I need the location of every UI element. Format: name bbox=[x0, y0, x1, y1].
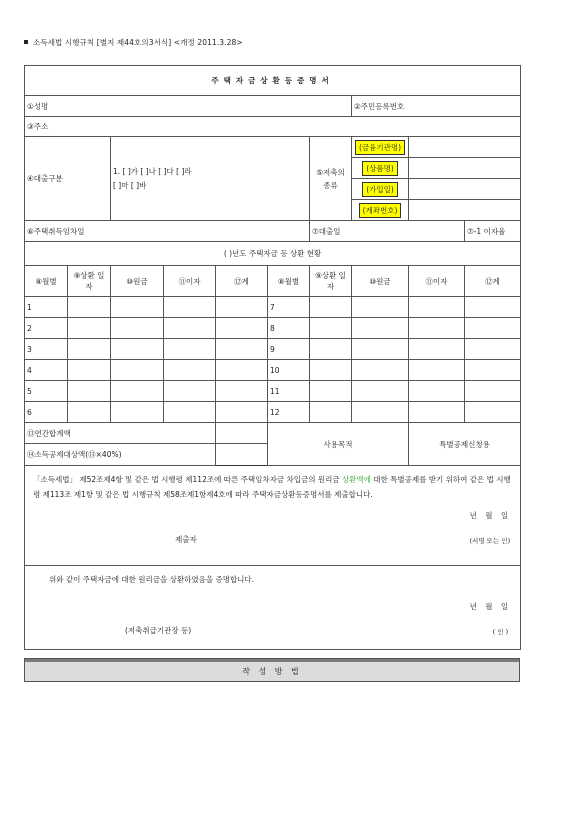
purpose-label: 사용목적 bbox=[268, 423, 409, 466]
account-number-cell bbox=[352, 200, 409, 221]
interest-input[interactable] bbox=[164, 360, 216, 381]
resident-number-label: ②주민등록번호 bbox=[354, 101, 405, 111]
submitter-label: 제출자 bbox=[175, 535, 197, 544]
acquisition-date-label: ⑥주택취득임차일 bbox=[27, 226, 85, 236]
interest-rate-field[interactable] bbox=[465, 221, 521, 242]
issuer-label: (저축취급기관장 등) bbox=[125, 626, 192, 635]
total-input[interactable] bbox=[465, 360, 521, 381]
month-cell: 5 bbox=[25, 381, 68, 402]
product-name-label: (상품명) bbox=[362, 161, 398, 176]
declaration-text bbox=[25, 466, 520, 502]
total-input[interactable] bbox=[216, 339, 268, 360]
total-input[interactable] bbox=[465, 339, 521, 360]
product-name-input[interactable] bbox=[409, 158, 521, 179]
product-name-cell bbox=[352, 158, 409, 179]
address-label: ③주소 bbox=[27, 122, 49, 131]
principal-input[interactable] bbox=[111, 360, 164, 381]
month-cell: 4 bbox=[25, 360, 68, 381]
repayment-heading: ( )년도 주택자금 등 상환 현황 bbox=[25, 242, 521, 266]
header-note-text: 소득세법 시행규칙 [별지 제44호의3서식] <개정 2011.3.28> bbox=[33, 38, 243, 47]
interest-input[interactable] bbox=[409, 360, 465, 381]
total-input[interactable] bbox=[216, 360, 268, 381]
principal-input[interactable] bbox=[352, 297, 409, 318]
institution-name-cell bbox=[352, 137, 409, 158]
form-title: 주택자금상환등증명서 bbox=[25, 66, 521, 96]
signature-placeholder[interactable]: (서명 또는 인) bbox=[469, 537, 511, 545]
address-field[interactable] bbox=[25, 117, 521, 137]
date-input[interactable] bbox=[68, 360, 111, 381]
date-input[interactable] bbox=[310, 318, 352, 339]
table-row bbox=[25, 318, 521, 339]
date-input[interactable] bbox=[310, 381, 352, 402]
total-input[interactable] bbox=[465, 381, 521, 402]
institution-name-input[interactable] bbox=[409, 137, 521, 158]
loan-date-label: ⑦대출일 bbox=[312, 226, 341, 236]
total-input[interactable] bbox=[465, 318, 521, 339]
name-field[interactable] bbox=[25, 96, 352, 117]
annual-total-label: ⑬연간합계액 bbox=[25, 423, 216, 444]
col-total-right: ⑫계 bbox=[465, 266, 521, 297]
total-input[interactable] bbox=[216, 381, 268, 402]
principal-input[interactable] bbox=[111, 318, 164, 339]
declaration-date: 년 월 일 bbox=[469, 511, 509, 520]
loan-type-label: ④대출구분 bbox=[25, 137, 111, 221]
seal-placeholder[interactable]: ( 인 ) bbox=[492, 628, 509, 636]
total-input[interactable] bbox=[216, 318, 268, 339]
col-date-left: ⑨상환 일자 bbox=[68, 266, 111, 297]
loan-options-line2: [ ]마 [ ]바 bbox=[113, 180, 147, 190]
interest-input[interactable] bbox=[409, 297, 465, 318]
annual-total-input[interactable] bbox=[216, 423, 268, 444]
join-date-label: (가입일) bbox=[362, 182, 398, 197]
month-cell: 2 bbox=[25, 318, 68, 339]
declaration-text-part2: 대한 특별공제를 받기 위하여 같은 법 시행령 제113조 제1항 및 같은 법 시행규칙 제58조제1항제4호에 따라 주택자금상환등증명서를 제출합니다. bbox=[33, 475, 511, 499]
date-input[interactable] bbox=[68, 381, 111, 402]
total-input[interactable] bbox=[216, 402, 268, 423]
savings-type-line1: ⑤저축의 bbox=[316, 167, 345, 177]
month-cell: 8 bbox=[268, 318, 310, 339]
declaration-text-part1: 「소득세법」 제52조제4항 및 같은 법 시행령 제112조에 따른 주택임차자금 차입금의 원리금 bbox=[33, 475, 342, 484]
interest-rate-label: ⑦-1 이자율 bbox=[467, 226, 506, 236]
date-input[interactable] bbox=[310, 402, 352, 423]
principal-input[interactable] bbox=[352, 360, 409, 381]
interest-input[interactable] bbox=[409, 339, 465, 360]
col-date-right: ⑨상환 일자 bbox=[310, 266, 352, 297]
table-row bbox=[25, 402, 521, 423]
col-month-left: ⑧월별 bbox=[25, 266, 68, 297]
date-input[interactable] bbox=[68, 318, 111, 339]
principal-input[interactable] bbox=[111, 339, 164, 360]
table-row bbox=[25, 297, 521, 318]
interest-input[interactable] bbox=[164, 297, 216, 318]
table-row bbox=[25, 381, 521, 402]
declaration-highlight: 상환액에 bbox=[341, 475, 371, 484]
col-interest-right: ⑪이자 bbox=[409, 266, 465, 297]
month-cell: 1 bbox=[25, 297, 68, 318]
loan-options-line1: 1. [ ]가 [ ]나 [ ]다 [ ]라 bbox=[113, 166, 192, 176]
principal-input[interactable] bbox=[111, 297, 164, 318]
date-input[interactable] bbox=[68, 402, 111, 423]
total-input[interactable] bbox=[465, 297, 521, 318]
certification-date: 년 월 일 bbox=[469, 602, 509, 611]
col-principal-left: ⑩원금 bbox=[111, 266, 164, 297]
interest-input[interactable] bbox=[164, 318, 216, 339]
date-input[interactable] bbox=[310, 297, 352, 318]
instructions-bar: 작 성 방 법 bbox=[24, 658, 520, 682]
month-cell: 9 bbox=[268, 339, 310, 360]
principal-input[interactable] bbox=[352, 381, 409, 402]
institution-name-label: (금융기관명) bbox=[355, 140, 405, 155]
deduction-amount-input[interactable] bbox=[216, 444, 268, 466]
acquisition-date-field[interactable] bbox=[25, 221, 310, 242]
account-number-input[interactable] bbox=[409, 200, 521, 221]
month-cell: 11 bbox=[268, 381, 310, 402]
date-input[interactable] bbox=[68, 297, 111, 318]
table-row bbox=[25, 360, 521, 381]
interest-input[interactable] bbox=[164, 402, 216, 423]
date-input[interactable] bbox=[68, 339, 111, 360]
principal-input[interactable] bbox=[352, 402, 409, 423]
month-cell: 10 bbox=[268, 360, 310, 381]
savings-type-line2: 종류 bbox=[323, 180, 338, 190]
principal-input[interactable] bbox=[111, 381, 164, 402]
join-date-cell bbox=[352, 179, 409, 200]
month-cell: 3 bbox=[25, 339, 68, 360]
certificate-form bbox=[24, 65, 521, 650]
principal-input[interactable] bbox=[111, 402, 164, 423]
interest-input[interactable] bbox=[409, 318, 465, 339]
special-deduction-label: 특별공제신청용 bbox=[409, 423, 521, 466]
certification-text: 위와 같이 주택자금에 대한 원리금을 상환하였음을 증명합니다. bbox=[49, 575, 255, 584]
col-interest-left: ⑪이자 bbox=[164, 266, 216, 297]
interest-input[interactable] bbox=[164, 381, 216, 402]
date-input[interactable] bbox=[310, 360, 352, 381]
date-input[interactable] bbox=[310, 339, 352, 360]
interest-input[interactable] bbox=[164, 339, 216, 360]
loan-date-field[interactable] bbox=[310, 221, 465, 242]
col-principal-right: ⑩원금 bbox=[352, 266, 409, 297]
month-cell: 6 bbox=[25, 402, 68, 423]
total-input[interactable] bbox=[216, 297, 268, 318]
principal-input[interactable] bbox=[352, 318, 409, 339]
bullet-square-icon bbox=[24, 40, 28, 44]
month-cell: 12 bbox=[268, 402, 310, 423]
interest-input[interactable] bbox=[409, 402, 465, 423]
table-row bbox=[25, 339, 521, 360]
col-total-left: ⑫계 bbox=[216, 266, 268, 297]
declaration-section bbox=[25, 466, 521, 566]
deduction-amount-label: ⑭소득공제대상액(⑬×40%) bbox=[25, 444, 216, 466]
loan-type-options[interactable] bbox=[111, 137, 310, 221]
total-input[interactable] bbox=[465, 402, 521, 423]
col-month-right: ⑧월별 bbox=[268, 266, 310, 297]
certification-section bbox=[25, 566, 521, 650]
account-number-label: (계좌번호) bbox=[359, 203, 402, 218]
resident-number-field[interactable] bbox=[352, 96, 521, 117]
principal-input[interactable] bbox=[352, 339, 409, 360]
month-cell: 7 bbox=[268, 297, 310, 318]
join-date-input[interactable] bbox=[409, 179, 521, 200]
interest-input[interactable] bbox=[409, 381, 465, 402]
form-reference-note bbox=[24, 37, 243, 48]
name-label: ①성명 bbox=[27, 101, 49, 111]
savings-type-label bbox=[310, 137, 352, 221]
